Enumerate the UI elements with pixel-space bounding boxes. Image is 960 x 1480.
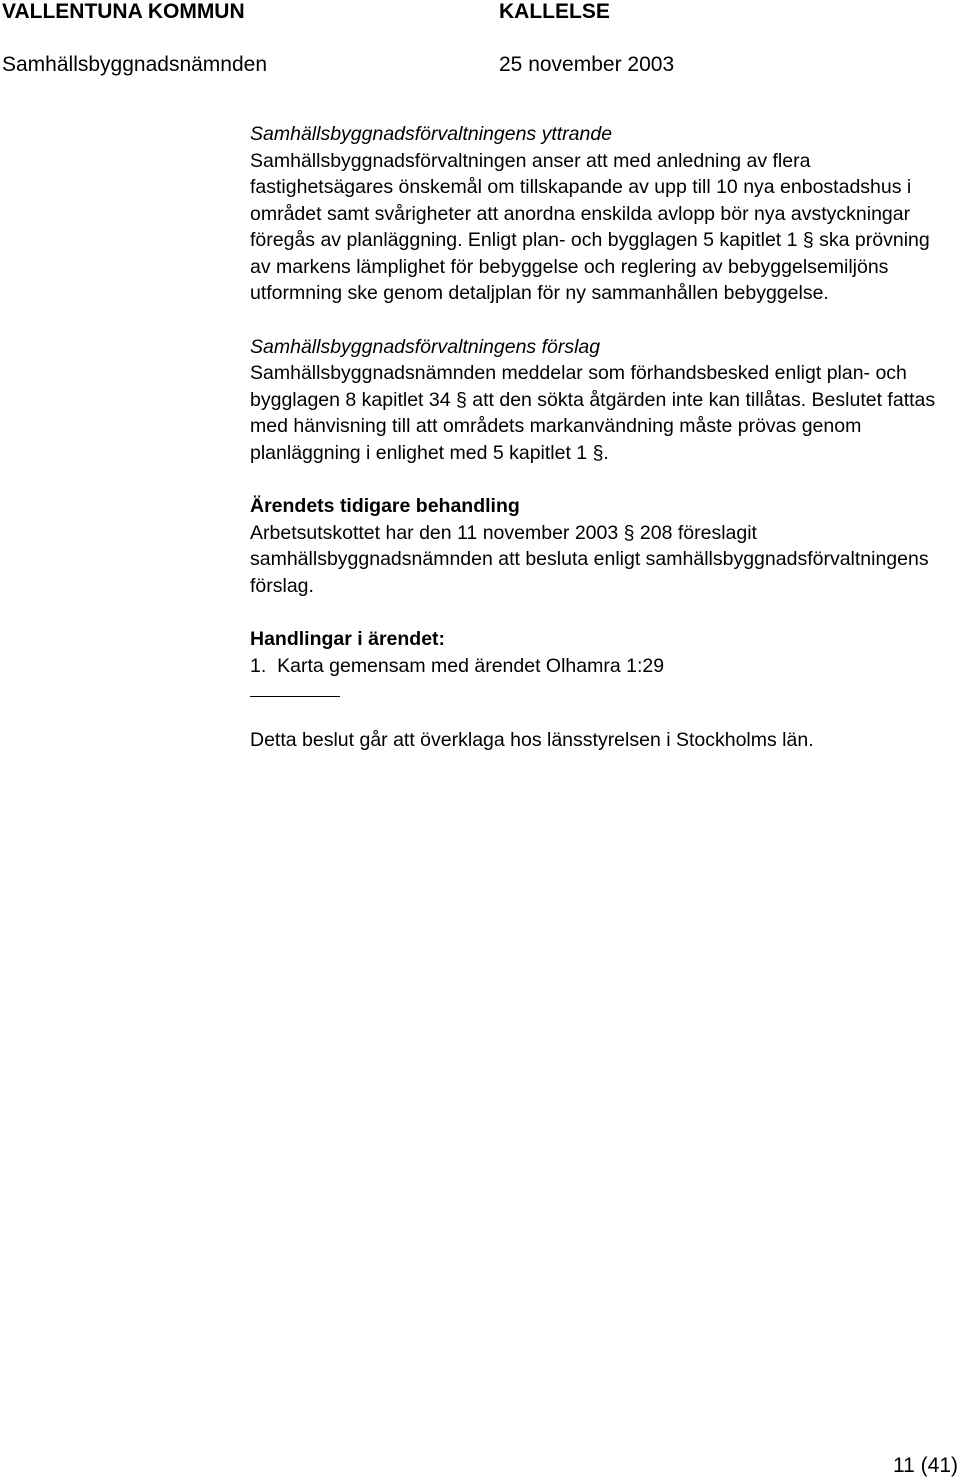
document-type: KALLELSE <box>499 0 610 23</box>
statement-text: Samhällsbyggnadsförvaltningen anser att med anledning av flera fastighetsägares önskemål om tillskapande av upp till 10 nya enbostadshus i området samt svårigheter att anordna enskilda avlopp bör nya avstyckningar föregås av planläggning. Enligt plan- och bygglagen 5 kapitlet 1 § ska prövning av markens lämplighet för bebyggelse och reglering av bebyggelsemiljöns utformning ske genom detaljplan för ny sammanhållen bebyggelse. <box>250 149 930 304</box>
organization-name: VALLENTUNA KOMMUN <box>2 0 245 23</box>
statement-heading: Samhällsbyggnadsförvaltningens yttrande <box>250 123 613 145</box>
previous-handling-heading: Ärendets tidigare behandling <box>250 495 520 517</box>
board-name: Samhällsbyggnadsnämnden <box>2 53 268 76</box>
proposal-section <box>250 334 950 467</box>
documents-list-item: 1. Karta gemensam med ärendet Olhamra 1:29 <box>250 654 665 677</box>
header-right <box>499 0 939 77</box>
document-body <box>250 121 950 754</box>
documents-section <box>250 626 950 697</box>
meeting-date: 25 november 2003 <box>499 53 675 76</box>
proposal-text: Samhällsbyggnadsnämnden meddelar som förhandsbesked enligt plan- och bygglagen 8 kapitlet 34 § att den sökta åtgärden inte kan tillåtas. Beslutet fattas med hänvisning till att områdets markanvändning måste prövas genom planläggning i enlighet med 5 kapitlet 1 §. <box>250 362 936 464</box>
separator-line <box>250 696 340 697</box>
previous-handling-text: Arbetsutskottet har den 11 november 2003 § 208 föreslagit samhällsbyggnadsnämnden att besluta enligt samhällsbyggnadsförvaltningens förslag. <box>250 521 929 597</box>
page-number: 11 (41) <box>893 1454 958 1477</box>
statement-section <box>250 121 950 307</box>
documents-heading: Handlingar i ärendet: <box>250 628 446 650</box>
appeal-text: Detta beslut går att överklaga hos länsstyrelsen i Stockholms län. <box>250 729 814 751</box>
previous-handling-section <box>250 493 950 599</box>
header-left <box>2 0 482 77</box>
appeal-section <box>250 727 950 754</box>
proposal-heading: Samhällsbyggnadsförvaltningens förslag <box>250 335 601 358</box>
